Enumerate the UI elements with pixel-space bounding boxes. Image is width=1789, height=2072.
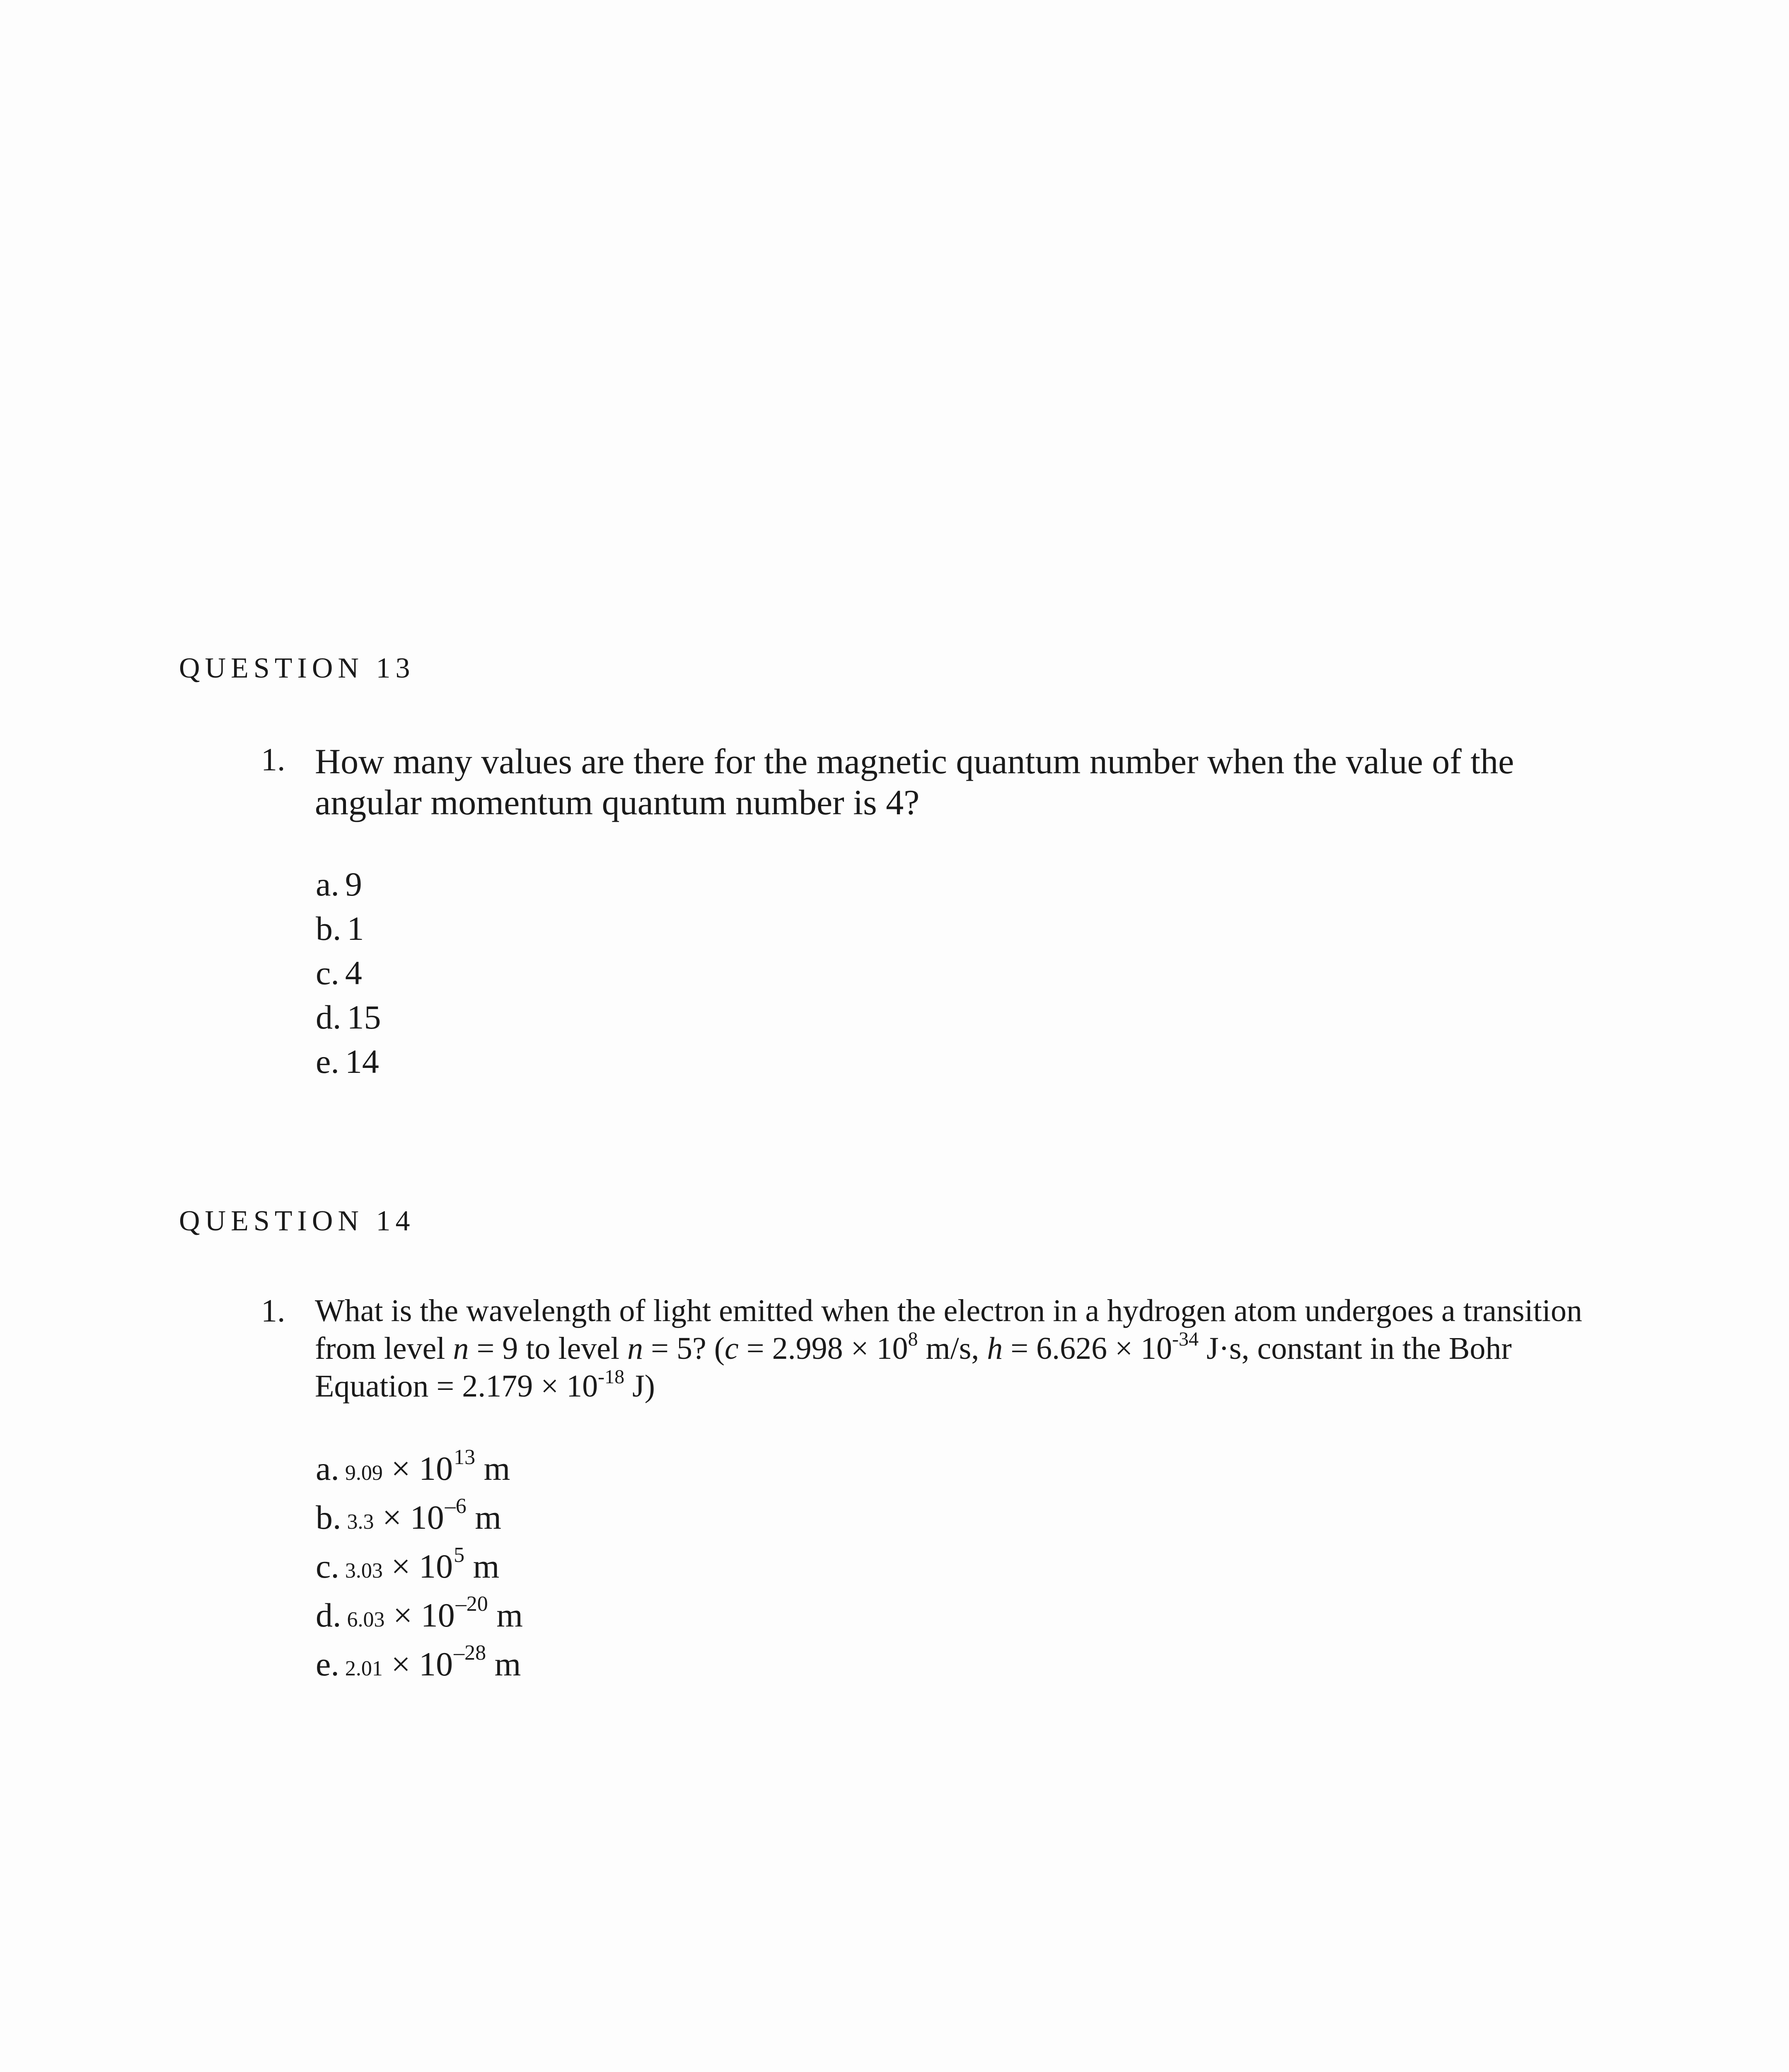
- q14-option-a[interactable]: [316, 1446, 523, 1495]
- option-coefficient: 6.03: [347, 1608, 385, 1631]
- q14-text-part: J·s, constant in the Bohr Equation = 2.179 × 10: [315, 1331, 1512, 1404]
- question-13-options: [316, 862, 381, 1084]
- question-14-number: 1.: [261, 1293, 285, 1329]
- option-coefficient: 2.01: [345, 1657, 383, 1680]
- q14-text-part: = 5? (: [643, 1331, 725, 1366]
- option-unit: m: [473, 1547, 500, 1585]
- option-coefficient: 9.09: [345, 1461, 383, 1485]
- q14-var-n: n: [627, 1331, 643, 1366]
- question-13-number: 1.: [261, 741, 285, 777]
- q14-text-part: = 6.626 × 10: [1003, 1331, 1173, 1366]
- q13-option-a[interactable]: [316, 862, 381, 906]
- option-exponent: 5: [454, 1543, 465, 1567]
- option-exponent: –20: [455, 1592, 488, 1616]
- q14-exponent: 8: [908, 1328, 918, 1351]
- q14-exponent: -34: [1172, 1328, 1199, 1351]
- option-label: b.: [316, 1498, 341, 1536]
- option-text: 15: [347, 998, 381, 1036]
- question-14-heading: QUESTION 14: [179, 1205, 415, 1237]
- option-label: e.: [316, 1645, 339, 1683]
- option-label: d.: [316, 1596, 341, 1634]
- option-base: × 10: [391, 1547, 453, 1585]
- q14-text-part: = 9 to level: [469, 1331, 628, 1366]
- option-label: a.: [316, 1450, 339, 1487]
- option-unit: m: [484, 1450, 510, 1487]
- option-text: 4: [345, 954, 362, 992]
- q14-var-h: h: [987, 1331, 1003, 1366]
- q14-var-n: n: [453, 1331, 469, 1366]
- option-label: a.: [316, 865, 339, 903]
- option-text: 9: [345, 865, 362, 903]
- question-14-text: [315, 1292, 1587, 1406]
- option-coefficient: 3.3: [347, 1510, 374, 1534]
- option-coefficient: 3.03: [345, 1559, 383, 1583]
- option-base: × 10: [391, 1645, 453, 1683]
- q13-option-e[interactable]: [316, 1039, 381, 1084]
- q14-text-part: = 2.998 × 10: [738, 1331, 908, 1366]
- option-label: e.: [316, 1043, 339, 1080]
- option-label: c.: [316, 954, 339, 992]
- option-base: × 10: [391, 1450, 453, 1487]
- q13-option-c[interactable]: [316, 951, 381, 995]
- option-text: 14: [345, 1043, 379, 1080]
- q14-option-b[interactable]: [316, 1495, 523, 1544]
- q13-option-d[interactable]: [316, 995, 381, 1039]
- option-exponent: –6: [445, 1494, 467, 1518]
- q14-exponent: -18: [598, 1366, 625, 1388]
- q14-option-d[interactable]: [316, 1593, 523, 1642]
- q14-var-c: c: [725, 1331, 739, 1366]
- option-label: b.: [316, 910, 341, 947]
- q14-option-c[interactable]: [316, 1544, 523, 1593]
- q14-option-e[interactable]: [316, 1642, 523, 1691]
- q14-text-part: J): [624, 1369, 655, 1404]
- option-unit: m: [494, 1645, 521, 1683]
- question-14-options: [316, 1446, 523, 1691]
- option-text: 1: [347, 910, 364, 947]
- option-exponent: 13: [454, 1445, 476, 1469]
- question-14-item: [261, 1292, 1587, 1406]
- option-base: × 10: [382, 1498, 444, 1536]
- question-13-heading: QUESTION 13: [179, 652, 415, 684]
- question-13-item: [261, 741, 1566, 823]
- option-unit: m: [475, 1498, 502, 1536]
- option-unit: m: [496, 1596, 523, 1634]
- option-base: × 10: [393, 1596, 455, 1634]
- option-label: c.: [316, 1547, 339, 1585]
- q14-text-part: What is the wavelength of light emitted when the electron in a hydrogen atom undergoes a transition from level: [315, 1293, 1582, 1366]
- option-exponent: –28: [454, 1641, 486, 1665]
- q14-text-part: m/s,: [918, 1331, 987, 1366]
- question-13-text: How many values are there for the magnetic quantum number when the value of the angular momentum quantum number is 4?: [315, 741, 1514, 822]
- option-label: d.: [316, 998, 341, 1036]
- q13-option-b[interactable]: [316, 906, 381, 951]
